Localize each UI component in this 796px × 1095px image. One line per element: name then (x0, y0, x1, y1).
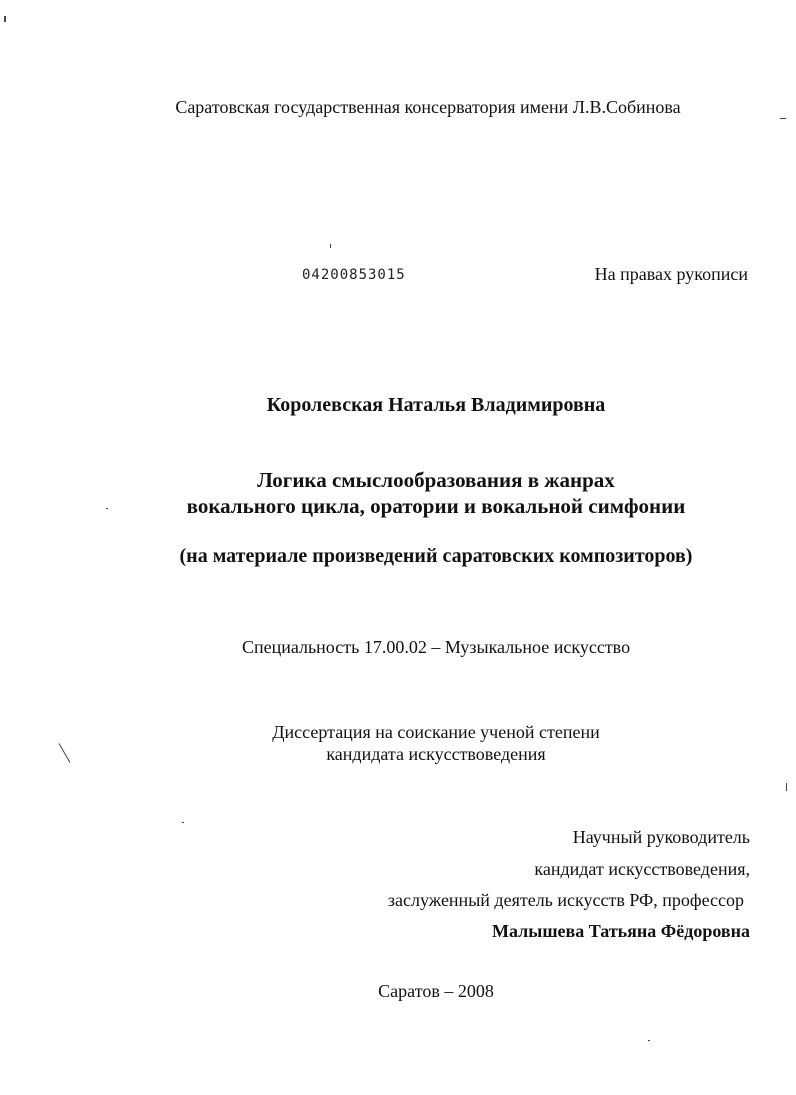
specialty: Специальность 17.00.02 – Музыкальное искусство (241, 637, 631, 657)
city-year: Саратов – 2008 (378, 981, 494, 1001)
title-line-2: вокального цикла, оратории и вокальной симфонии (186, 494, 686, 518)
scan-speck (106, 508, 108, 509)
supervisor-title: заслуженный деятель искусств РФ, профессор (387, 890, 744, 910)
title-subtitle: (на материале произведений саратовских композиторов) (179, 545, 693, 567)
scan-speck (648, 1040, 650, 1041)
scan-speck (786, 783, 787, 791)
rights-notice: На правах рукописи (594, 264, 748, 284)
scan-speck (4, 16, 6, 22)
author-name: Королевская Наталья Владимировна (266, 394, 606, 416)
supervisor-name: Малышева Татьяна Фёдоровна (492, 921, 750, 941)
scan-speck (330, 244, 331, 248)
dissertation-line-2: кандидата искусствоведения (326, 744, 546, 764)
catalog-number: 04200853015 (302, 267, 406, 283)
institution-name: Саратовская государственная консерватория имени Л.В.Собинова (175, 97, 681, 117)
scan-speck (182, 822, 184, 823)
supervisor-degree: кандидат искусствоведения, (534, 859, 750, 879)
supervisor-role: Научный руководитель (572, 827, 750, 847)
scan-speck (780, 118, 786, 119)
dissertation-line-1: Диссертация на соискание ученой степени (272, 722, 600, 742)
title-line-1: Логика смыслообразования в жанрах (257, 468, 615, 492)
